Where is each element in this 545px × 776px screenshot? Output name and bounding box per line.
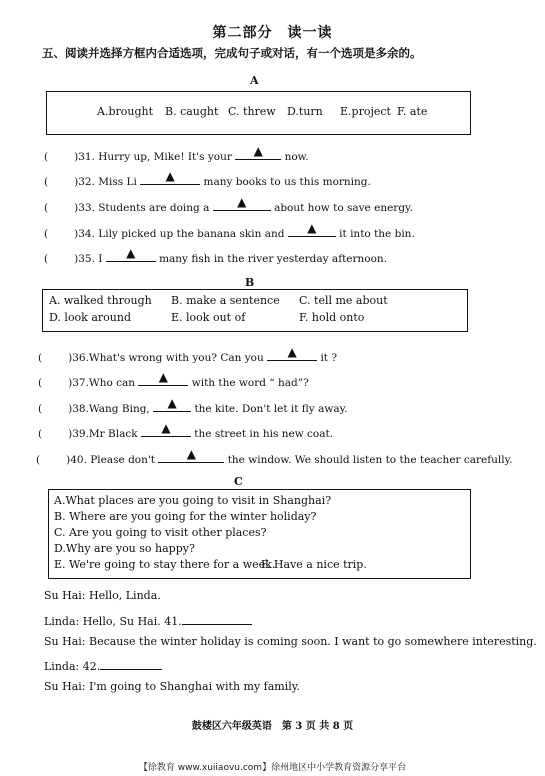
triangle-marker-icon: ▲ xyxy=(307,221,317,235)
section-b-label: B xyxy=(245,276,255,289)
answer-paren[interactable]: ( xyxy=(44,151,49,163)
option-b: B. caught xyxy=(165,105,219,118)
answer-paren[interactable]: ( xyxy=(44,202,49,214)
option-b: B. make a sentence xyxy=(171,294,280,307)
answer-paren[interactable]: ( xyxy=(44,176,49,188)
answer-blank[interactable] xyxy=(288,221,336,237)
option-e: E. We're going to stay there for a week. xyxy=(54,558,276,571)
section-a-box xyxy=(46,91,471,135)
question-31: ( )31. Hurry up, Mike! It's your ▲ now. xyxy=(44,144,309,163)
answer-paren[interactable]: ( xyxy=(38,352,43,364)
answer-blank[interactable] xyxy=(141,421,191,437)
triangle-marker-icon: ▲ xyxy=(161,421,171,435)
section-a-label: A xyxy=(250,74,259,87)
option-d: D.Why are you so happy? xyxy=(54,542,195,555)
answer-blank[interactable] xyxy=(158,447,224,463)
answer-line-42[interactable] xyxy=(100,658,162,670)
option-f: F. ate xyxy=(397,105,428,118)
answer-paren[interactable]: ( xyxy=(38,428,43,440)
triangle-marker-icon: ▲ xyxy=(186,447,196,461)
question-39: ( )39.Mr Black ▲ the street in his new coat. xyxy=(38,421,334,440)
dialogue-line-3: Su Hai: Because the winter holiday is coming soon. I want to go somewhere interesting. xyxy=(44,635,537,648)
triangle-marker-icon: ▲ xyxy=(126,246,136,260)
page-title: 第二部分 读一读 xyxy=(212,25,333,41)
question-38: ( )38.Wang Bing, ▲ the kite. Don't let it fly away. xyxy=(38,396,348,415)
page-footer: 鼓楼区六年级英语 第 3 页 共 8 页 xyxy=(191,721,354,732)
answer-blank[interactable] xyxy=(138,370,188,386)
option-a: A.brought xyxy=(97,105,153,118)
option-a: A. walked through xyxy=(49,294,152,307)
question-33: ( )33. Students are doing a ▲ about how to save energy. xyxy=(44,195,413,214)
question-32: ( )32. Miss Li ▲ many books to us this morning. xyxy=(44,169,371,188)
answer-blank[interactable] xyxy=(106,246,156,262)
question-40: ( )40. Please don't ▲ the window. We should listen to the teacher carefully. xyxy=(36,447,513,466)
answer-paren[interactable]: ( xyxy=(44,253,49,265)
option-e: E.project xyxy=(340,105,391,118)
answer-line-41[interactable] xyxy=(182,613,252,625)
option-c: C. threw xyxy=(228,105,276,118)
triangle-marker-icon: ▲ xyxy=(158,370,168,384)
answer-blank[interactable] xyxy=(235,144,281,160)
triangle-marker-icon: ▲ xyxy=(165,169,175,183)
option-a: A.What places are you going to visit in Shanghai? xyxy=(54,494,332,507)
option-d: D. look around xyxy=(49,311,131,324)
answer-blank[interactable] xyxy=(213,195,271,211)
triangle-marker-icon: ▲ xyxy=(287,345,297,359)
dialogue-line-1: Su Hai: Hello, Linda. xyxy=(44,589,161,602)
instruction: 五、阅读并选择方框内合适选项，完成句子或对话，有一个选项是多余的。 xyxy=(42,46,422,60)
dialogue-line-4: Linda: 42. xyxy=(44,658,162,673)
answer-paren[interactable]: ( xyxy=(36,454,41,466)
section-c-box xyxy=(48,489,471,579)
option-e: E. look out of xyxy=(171,311,246,324)
answer-paren[interactable]: ( xyxy=(38,377,43,389)
answer-blank[interactable] xyxy=(153,396,191,412)
answer-blank[interactable] xyxy=(140,169,200,185)
question-34: ( )34. Lily picked up the banana skin and ▲ it into the bin. xyxy=(44,221,415,240)
question-35: ( )35. I ▲ many fish in the river yesterday afternoon. xyxy=(44,246,388,265)
triangle-marker-icon: ▲ xyxy=(237,195,247,209)
triangle-marker-icon: ▲ xyxy=(253,144,263,158)
answer-paren[interactable]: ( xyxy=(44,228,49,240)
option-c: C. Are you going to visit other places? xyxy=(54,526,267,539)
section-b-box xyxy=(42,289,468,332)
question-36: ( )36.What's wrong with you? Can you ▲ it ? xyxy=(38,345,337,364)
dialogue-line-2: Linda: Hello, Su Hai. 41. xyxy=(44,613,252,628)
option-c: C. tell me about xyxy=(299,294,388,307)
answer-blank[interactable] xyxy=(267,345,317,361)
triangle-marker-icon: ▲ xyxy=(167,396,177,410)
option-b: B. Where are you going for the winter holiday? xyxy=(54,510,317,523)
source-line: 【徐教育 www.xuiiaovu.com】徐州地区中小学教育资源分享平台 xyxy=(138,763,407,773)
dialogue-line-5: Su Hai: I'm going to Shanghai with my family. xyxy=(44,680,301,693)
option-f: F. Have a nice trip. xyxy=(261,558,367,571)
section-c-label: C xyxy=(234,475,243,488)
answer-paren[interactable]: ( xyxy=(38,403,43,415)
question-37: ( )37.Who can ▲ with the word “ had”? xyxy=(38,370,309,389)
option-f: F. hold onto xyxy=(299,311,365,324)
option-d: D.turn xyxy=(287,105,323,118)
